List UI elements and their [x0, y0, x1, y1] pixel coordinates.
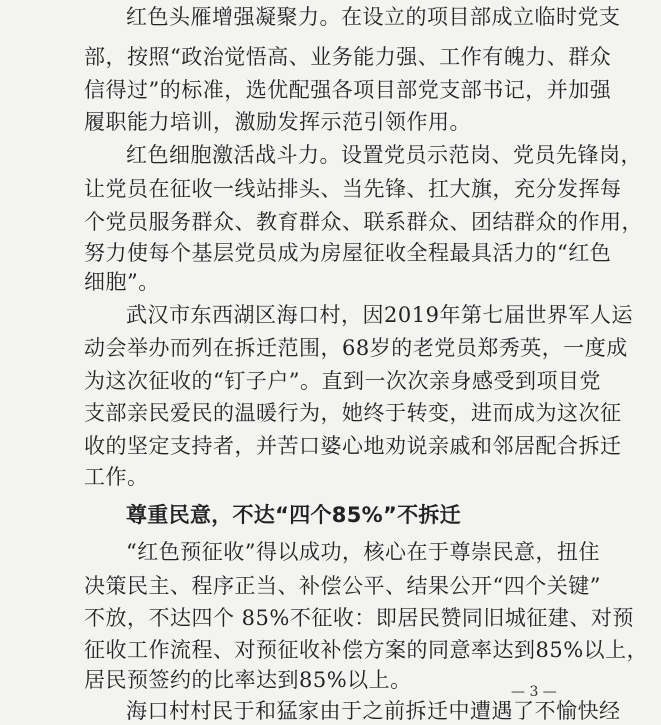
paragraph-4-line-2: 决策民主、程序正当、补偿公平、结果公开“四个关键”	[84, 574, 601, 598]
paragraph-2-line-2: 让党员在征收一线站排头、当先锋、扛大旗，充分发挥每	[84, 177, 622, 201]
paragraph-4-line-4: 征收工作流程、对预征收补偿方案的同意率达到85%以上，	[84, 638, 649, 662]
paragraph-2-line-5: 细胞”。	[84, 270, 160, 294]
paragraph-4-line-3: 不放，不达四个 85%不征收：即居民赞同旧城征建、对预	[84, 606, 634, 630]
paragraph-3-line-2: 动会举办而列在拆迁范围，68岁的老党员郑秀英，一度成	[84, 336, 628, 360]
paragraph-3-line-4: 支部亲民爱民的温暖行为，她终于转变，进而成为这次征	[84, 401, 622, 425]
paragraph-3-line-6: 工作。	[84, 465, 149, 489]
paragraph-1-line-1: 红色头雁增强凝聚力。在设立的项目部成立临时党支	[126, 5, 621, 29]
paragraph-3-line-1: 武汉市东西湖区海口村，因2019年第七届世界军人运	[126, 303, 633, 327]
paragraph-1-line-4: 履职能力培训，激励发挥示范引领作用。	[84, 110, 471, 134]
paragraph-2-line-4: 努力使每个基层党员成为房屋征收全程最具活力的“红色	[84, 241, 612, 265]
paragraph-1-line-2: 部，按照“政治觉悟高、业务能力强、工作有魄力、群众	[84, 45, 612, 69]
page-number: — 3 —	[511, 684, 557, 700]
paragraph-5-line-1: 海口村村民于和猛家由于之前拆迁中遭遇了不愉快经	[126, 699, 621, 723]
paragraph-4-line-1: “红色预征收”得以成功，核心在于尊崇民意，扭住	[126, 540, 600, 564]
paragraph-4-line-5: 居民预签约的比率达到85%以上。	[84, 668, 412, 692]
paragraph-2-line-3: 个党员服务群众、教育群众、联系群众、团结群众的作用，	[84, 210, 643, 234]
paragraph-1-line-3: 信得过”的标准，选优配强各项目部党支部书记，并加强	[84, 78, 612, 102]
paragraph-3-line-3: 为这次征收的“钉子户”。直到一次次亲身感受到项目党	[84, 369, 601, 393]
section-heading: 尊重民意，不达“四个85%”不拆迁	[126, 503, 461, 527]
paragraph-3-line-5: 收的坚定支持者，并苦口婆心地劝说亲戚和邻居配合拆迁	[84, 434, 622, 458]
paragraph-2-line-1: 红色细胞激活战斗力。设置党员示范岗、党员先锋岗，	[126, 143, 642, 167]
